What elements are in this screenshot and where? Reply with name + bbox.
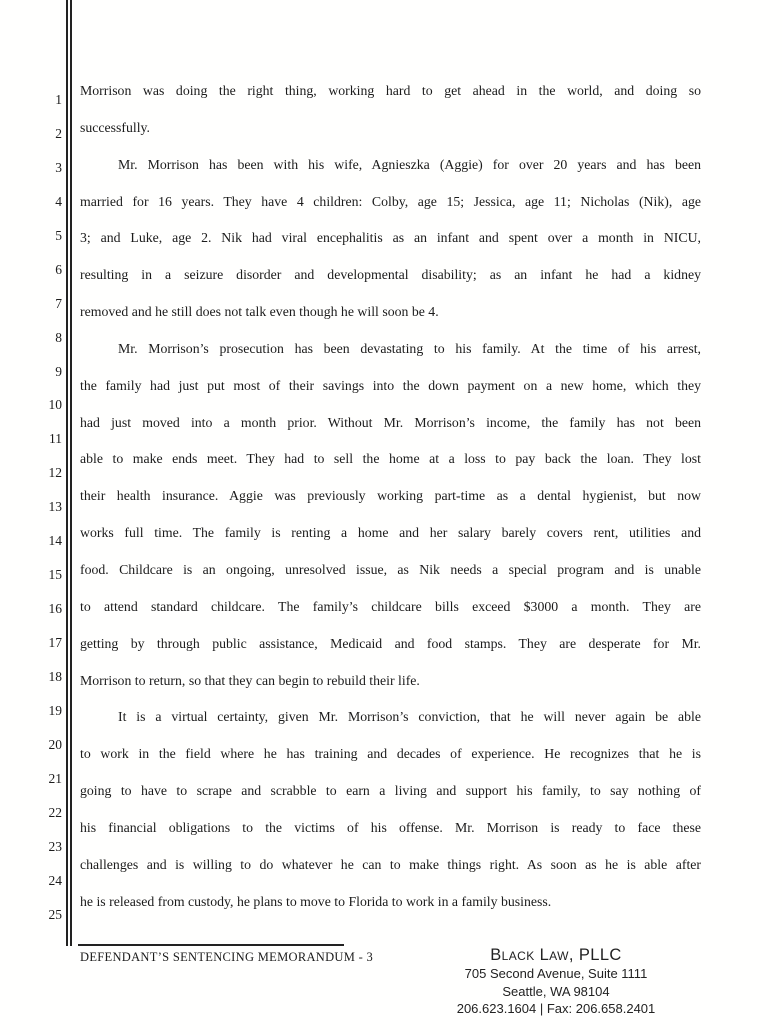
line-number: 7 [55,295,62,311]
law-firm-address-block [410,946,702,1018]
body-line: to attend standard childcare. The family’s childcare bills exceed $3000 a month. They are [80,598,701,614]
footer-document-title: DEFENDANT’S SENTENCING MEMORANDUM - 3 [80,950,374,964]
pleading-margin-double-rule [66,0,72,946]
body-line: able to make ends meet. They had to sell the home at a loss to pay back the loan. They lost [80,451,701,467]
law-firm-phone-fax: 206.623.1604 | Fax: 206.658.2401 [456,1001,656,1016]
law-firm-name: Black Law, PLLC [490,946,622,964]
line-number: 25 [48,906,62,922]
law-firm-city-state-zip: Seattle, WA 98104 [502,983,610,999]
line-number: 14 [48,533,62,549]
body-line: getting by through public assistance, Medicaid and food stamps. They are desperate for Mr. [80,635,701,651]
line-number: 21 [48,770,62,786]
body-line: It is a virtual certainty, given Mr. Morrison’s conviction, that he will never again be able [118,709,701,725]
body-line: married for 16 years. They have 4 children: Colby, age 15; Jessica, age 11; Nicholas (Nik), age [80,193,701,209]
line-number: 17 [48,635,62,650]
body-line: removed and he still does not talk even though he will soon be 4. [80,304,439,320]
body-line: had just moved into a month prior. Without Mr. Morrison’s income, the family has not been [80,414,701,430]
footer-separator-rule [78,944,344,946]
line-number: 22 [48,804,62,820]
line-number: 16 [48,601,62,617]
line-number: 19 [48,702,62,718]
body-line: going to have to scrape and scrabble to earn a living and support his family, to say nothing of [80,783,701,799]
body-line: to work in the field where he has training and decades of experience. He recognizes that he is [80,746,701,762]
body-line: resulting in a seizure disorder and developmental disability; as an infant he had a kidney [80,267,701,283]
body-line: 3; and Luke, age 2. Nik had viral encephalitis as an infant and spent over a month in NICU, [80,230,701,246]
body-line: food. Childcare is an ongoing, unresolved issue, as Nik needs a special program and is unable [80,561,701,577]
body-line: Morrison to return, so that they can begin to rebuild their life. [80,672,420,688]
line-number: 5 [55,227,62,243]
line-number: 15 [48,567,62,583]
line-number: 10 [48,397,62,413]
body-line: works full time. The family is renting a home and her salary barely covers rent, utilities and [80,525,701,541]
body-line: successfully. [80,119,150,135]
line-number: 3 [55,159,62,175]
body-line: Morrison was doing the right thing, working hard to get ahead in the world, and doing so [80,83,701,98]
body-line: challenges and is willing to do whatever he can to make things right. As soon as he is able after [80,856,701,872]
body-line: their health insurance. Aggie was previously working part-time as a dental hygienist, but now [80,488,701,504]
body-line: the family had just put most of their savings into the down payment on a new home, which they [80,377,701,393]
line-number: 24 [48,872,62,888]
line-number: 18 [48,668,62,684]
line-number-column [30,83,62,931]
line-number: 9 [55,363,62,379]
line-number: 8 [55,329,62,345]
body-line: Mr. Morrison’s prosecution has been devastating to his family. At the time of his arrest, [118,340,701,356]
line-number: 11 [49,431,62,447]
line-number: 6 [55,261,62,277]
body-line: he is released from custody, he plans to move to Florida to work in a family business. [80,893,552,909]
line-number: 12 [48,465,62,481]
line-number: 13 [48,499,62,515]
body-line: his financial obligations to the victims of his offense. Mr. Morrison is ready to face these [80,819,701,835]
line-number: 2 [55,125,62,141]
memorandum-body [80,73,701,920]
line-number: 20 [48,736,62,752]
line-number: 4 [55,193,62,209]
line-number: 1 [55,92,62,107]
line-number: 23 [48,838,62,854]
law-firm-street-address: 705 Second Avenue, Suite 1111 [464,966,648,981]
body-line: Mr. Morrison has been with his wife, Agnieszka (Aggie) for over 20 years and has been [118,156,701,172]
